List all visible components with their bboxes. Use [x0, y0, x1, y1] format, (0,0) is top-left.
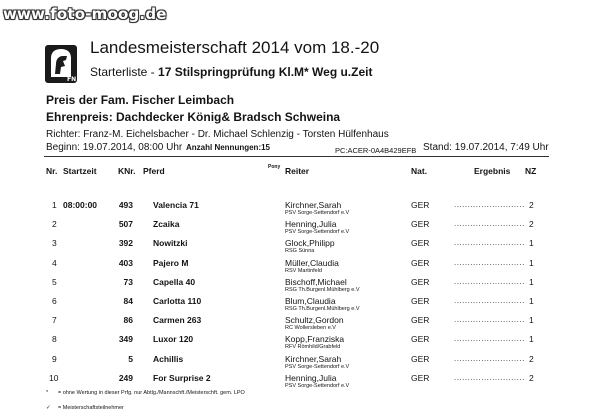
- cell-nr: 3: [52, 238, 57, 249]
- pc-id: PC:ACER-0A4B429EFB: [335, 146, 417, 155]
- cell-knr: 349: [118, 334, 133, 345]
- col-header-knr: KNr.: [118, 166, 136, 176]
- cell-result-placeholder: ..........................: [454, 372, 525, 382]
- cell-horse: Capella 40: [153, 276, 196, 287]
- watermark: www.foto-moog.de: [3, 5, 167, 23]
- cell-result-placeholder: ..........................: [454, 257, 525, 267]
- cell-nz: 1: [529, 334, 534, 345]
- cell-result-placeholder: ..........................: [454, 200, 525, 209]
- fn-horse-logo: [44, 44, 78, 84]
- col-header-horse: Pferd: [143, 166, 165, 176]
- cell-result-placeholder: ..........................: [454, 238, 525, 248]
- col-header-rider: Reiter: [285, 166, 310, 176]
- cell-rider: Henning,Julia: [285, 372, 337, 383]
- col-header-pony: Pony: [268, 164, 281, 170]
- table-row: [0, 219, 596, 239]
- subtitle-prefix: Starterliste -: [90, 65, 155, 79]
- cell-nr: 2: [52, 219, 57, 230]
- cell-horse: For Surprise 2: [153, 372, 211, 383]
- asterisk-mark: *: [46, 390, 49, 396]
- cell-nr: 5: [52, 276, 57, 287]
- cell-knr: 84: [123, 296, 133, 306]
- col-header-start: Startzeit: [63, 166, 97, 176]
- cell-result-placeholder: ..........................: [454, 219, 525, 229]
- table-row: [0, 277, 596, 297]
- cell-club: RSG Th.Burgenl.Mühlberg e.V: [285, 306, 360, 312]
- cell-rider: Kopp,Franziska: [285, 334, 345, 345]
- start-time-info: Beginn: 19.07.2014, 08:00 Uhr: [46, 142, 183, 153]
- cell-rider: Bischoff,Michael: [285, 276, 347, 287]
- cell-nat: GER: [411, 276, 430, 287]
- cell-nz: 2: [529, 353, 534, 364]
- cell-rider: Henning,Julia: [285, 219, 337, 230]
- cell-nat: GER: [411, 296, 430, 306]
- cell-nr: 1: [52, 200, 57, 210]
- cell-nz: 2: [529, 219, 534, 230]
- table-row: [0, 315, 596, 335]
- cell-nz: 1: [529, 257, 534, 268]
- cell-result-placeholder: ..........................: [454, 276, 525, 286]
- cell-club: RSG Th.Burgenl.Mühlberg e.V: [285, 286, 360, 293]
- status-date: Stand: 19.07.2014, 7:49 Uhr: [423, 142, 549, 153]
- cell-knr: 403: [118, 257, 133, 268]
- col-header-result: Ergebnis: [474, 166, 511, 176]
- prize-line-2: Ehrenpreis: Dachdecker König& Bradsch Schweina: [46, 110, 341, 124]
- cell-horse: Pajero M: [153, 257, 189, 268]
- cell-knr: 5: [128, 353, 133, 364]
- cell-horse: Nowitzki: [153, 238, 188, 249]
- cell-nat: GER: [411, 315, 430, 326]
- cell-knr: 392: [118, 238, 133, 249]
- cell-horse: Carlotta 110: [153, 296, 202, 306]
- cell-nz: 2: [529, 200, 534, 210]
- cell-nr: 4: [52, 257, 57, 268]
- cell-nat: GER: [411, 372, 430, 383]
- prize-line-1: Preis der Fam. Fischer Leimbach: [46, 93, 235, 107]
- cell-nz: 1: [529, 238, 534, 249]
- cell-knr: 493: [118, 200, 133, 210]
- cell-knr: 507: [118, 219, 133, 230]
- cell-nat: GER: [411, 200, 430, 210]
- footnote-2: [46, 405, 124, 411]
- cell-horse: Achillis: [153, 353, 184, 364]
- cell-knr: 86: [123, 315, 133, 326]
- cell-rider: Schultz,Gordon: [285, 315, 344, 326]
- footnote-1: [46, 390, 245, 396]
- cell-horse: Luxor 120: [153, 334, 194, 345]
- table-row: [0, 296, 596, 316]
- cell-result-placeholder: ..........................: [454, 353, 525, 363]
- cell-horse: Valencia 71: [153, 200, 199, 210]
- cell-knr: 249: [118, 372, 133, 383]
- cell-start-time: 08:00:00: [63, 200, 98, 210]
- cell-rider: Blum,Claudia: [285, 296, 336, 306]
- logo-text: FN: [67, 76, 77, 83]
- cell-nat: GER: [411, 219, 430, 230]
- col-header-nr: Nr.: [46, 166, 58, 176]
- cell-nz: 1: [529, 296, 534, 306]
- cell-club: RSV Martinfeld: [285, 267, 322, 274]
- footnote-1-text: = ohne Wertung in dieser Prfg. nur Abtlg./Mannschft./Meisterschft. gem. LPO: [58, 390, 245, 396]
- cell-club: PSV Sorge-Settendorf e.V: [285, 210, 350, 216]
- cell-nat: GER: [411, 257, 430, 268]
- cell-rider: Glock,Philipp: [285, 238, 335, 249]
- col-header-nat: Nat.: [411, 166, 428, 176]
- cell-horse: Zcaika: [153, 219, 180, 230]
- competition-name: 17 Stilspringprüfung Kl.M* Weg u.Zeit: [158, 65, 373, 79]
- cell-nz: 2: [529, 372, 534, 383]
- table-row: [0, 354, 596, 374]
- cell-result-placeholder: ..........................: [454, 315, 525, 325]
- cell-nat: GER: [411, 353, 430, 364]
- judges-line: Richter: Franz-M. Eichelsbacher - Dr. Michael Schlenzig - Torsten Hülfenhaus: [46, 129, 389, 140]
- cell-rider: Müller,Claudia: [285, 257, 339, 268]
- cell-club: PSV Sorge-Settendorf e.V: [285, 382, 350, 389]
- header-divider: [44, 156, 549, 157]
- checkmark-icon: ✓: [46, 405, 51, 411]
- table-row: [0, 238, 596, 258]
- document-title: Landesmeisterschaft 2014 vom 18.-20: [90, 38, 380, 57]
- cell-result-placeholder: ..........................: [454, 334, 525, 344]
- cell-nr: 10: [49, 372, 59, 383]
- cell-club: RSG Sünna: [285, 248, 315, 255]
- cell-nr: 8: [52, 334, 57, 345]
- document-subtitle: [90, 65, 372, 79]
- cell-nat: GER: [411, 334, 430, 345]
- cell-knr: 73: [123, 276, 133, 287]
- cell-horse: Carmen 263: [153, 315, 202, 326]
- cell-club: RC Wollersleben e.V: [285, 325, 336, 332]
- cell-nr: 7: [52, 315, 57, 326]
- table-row: [0, 334, 596, 354]
- cell-club: PSV Sorge-Settendorf e.V: [285, 229, 350, 236]
- col-header-nz: NZ: [525, 166, 537, 176]
- entries-count: Anzahl Nennungen:15: [186, 143, 271, 152]
- cell-nr: 9: [52, 353, 57, 364]
- cell-nat: GER: [411, 238, 430, 249]
- footnote-2-text: = Meisterschaftsteilnehmer: [58, 405, 124, 411]
- cell-nz: 1: [529, 315, 534, 326]
- cell-club: PSV Sorge-Settendorf e.V: [285, 363, 350, 370]
- cell-club: RFV Römhild/Grabfeld: [285, 344, 341, 351]
- cell-result-placeholder: ..........................: [454, 296, 525, 305]
- cell-rider: Kirchner,Sarah: [285, 200, 342, 210]
- cell-nz: 1: [529, 276, 534, 287]
- table-row: [0, 258, 596, 278]
- cell-nr: 6: [52, 296, 57, 306]
- table-row: [0, 200, 596, 220]
- cell-rider: Kirchner,Sarah: [285, 353, 342, 364]
